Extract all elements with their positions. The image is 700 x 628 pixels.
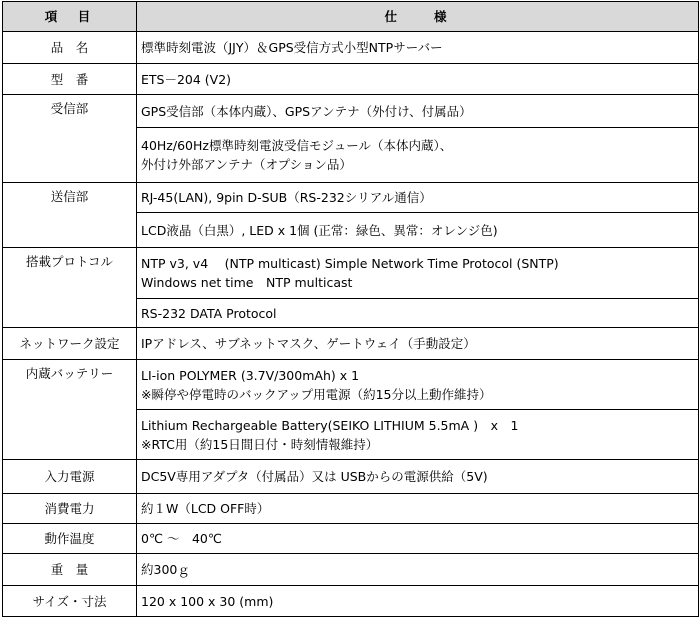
row-value — [137, 410, 699, 460]
table-header-row — [3, 2, 699, 32]
value-line: 0℃ ～ 40℃ — [141, 531, 222, 546]
table-row — [3, 64, 699, 95]
table-row — [3, 586, 699, 617]
row-label-product-name: 品 名 — [3, 32, 137, 64]
row-value — [137, 328, 699, 360]
value-line: DC5V専用アダプタ（付属品）又は USBからの電源供給（5V) — [141, 469, 488, 484]
table-row — [3, 360, 699, 410]
table-row — [3, 183, 699, 213]
value-line: 標準時刻電波（JJY）＆GPS受信方式小型NTPサーバー — [141, 40, 443, 55]
row-label-temperature: 動作温度 — [3, 524, 137, 554]
row-value — [137, 128, 699, 183]
row-label-size: サイズ・寸法 — [3, 586, 137, 617]
row-value — [137, 32, 699, 64]
value-line: ETS－204 (V2) — [141, 71, 232, 87]
header-spec: 仕 様 — [137, 2, 699, 32]
table-row — [3, 524, 699, 554]
value-line: 約300ｇ — [141, 562, 190, 577]
row-label-receiver: 受信部 — [3, 95, 137, 183]
row-value — [137, 213, 699, 248]
row-label-power-input: 入力電源 — [3, 460, 137, 494]
table-row — [3, 494, 699, 524]
row-value — [137, 554, 699, 586]
value-line: Lithium Rechargeable Battery(SEIKO LITHIUM 5.5mA ) x 1 — [141, 417, 519, 433]
table-row — [3, 328, 699, 360]
table-row — [3, 95, 699, 128]
table-row — [3, 32, 699, 64]
row-label-power-consumption: 消費電力 — [3, 494, 137, 524]
value-line: ※瞬停や停電時のバックアップ用電源（約15分以上動作維持） — [141, 386, 492, 402]
value-line: RS-232 DATA Protocol — [141, 305, 277, 321]
header-item: 項 目 — [3, 2, 137, 32]
value-line: LI-ion POLYMER (3.7V/300mAh) x 1 — [141, 367, 360, 383]
row-label-weight: 重 量 — [3, 554, 137, 586]
row-value — [137, 248, 699, 299]
row-label-protocol: 搭載プロトコル — [3, 248, 137, 328]
table-row — [3, 460, 699, 494]
value-line: GPS受信部（本体内蔵）、GPSアンテナ（外付け、付属品） — [141, 103, 472, 119]
value-line: 外付け外部アンテナ（オプション品） — [141, 157, 352, 172]
value-line: ※RTC用（約15日間日付・時刻情報維持） — [141, 436, 379, 452]
row-value — [137, 95, 699, 128]
row-value — [137, 360, 699, 410]
row-label-transmitter: 送信部 — [3, 183, 137, 248]
row-label-model: 型 番 — [3, 64, 137, 95]
value-line: NTP v3, v4 (NTP multicast) Simple Network Time Protocol (SNTP) — [141, 256, 559, 271]
spec-table — [2, 1, 699, 617]
value-line: LCD液晶（白黒）, LED x 1個 (正常：緑色、異常：オレンジ色) — [141, 222, 498, 238]
value-line: RJ-45(LAN), 9pin D-SUB（RS-232シリアル通信） — [141, 190, 432, 205]
value-line: Windows net time NTP multicast — [141, 275, 353, 290]
row-value — [137, 183, 699, 213]
value-line: IPアドレス、サブネットマスク、ゲートウェイ（手動設定） — [141, 336, 476, 351]
row-value — [137, 494, 699, 524]
row-label-network: ネットワーク設定 — [3, 328, 137, 360]
table-row — [3, 554, 699, 586]
row-value — [137, 64, 699, 95]
row-value — [137, 524, 699, 554]
row-value — [137, 460, 699, 494]
value-line: 40Hz/60Hz標準時刻電波受信モジュール（本体内蔵）、 — [141, 138, 453, 153]
value-line: 120 x 100 x 30 (mm) — [141, 593, 274, 609]
row-value — [137, 299, 699, 328]
value-line: 約１W（LCD OFF時） — [141, 501, 270, 516]
row-value — [137, 586, 699, 617]
table-row — [3, 248, 699, 299]
row-label-battery: 内蔵バッテリー — [3, 360, 137, 460]
